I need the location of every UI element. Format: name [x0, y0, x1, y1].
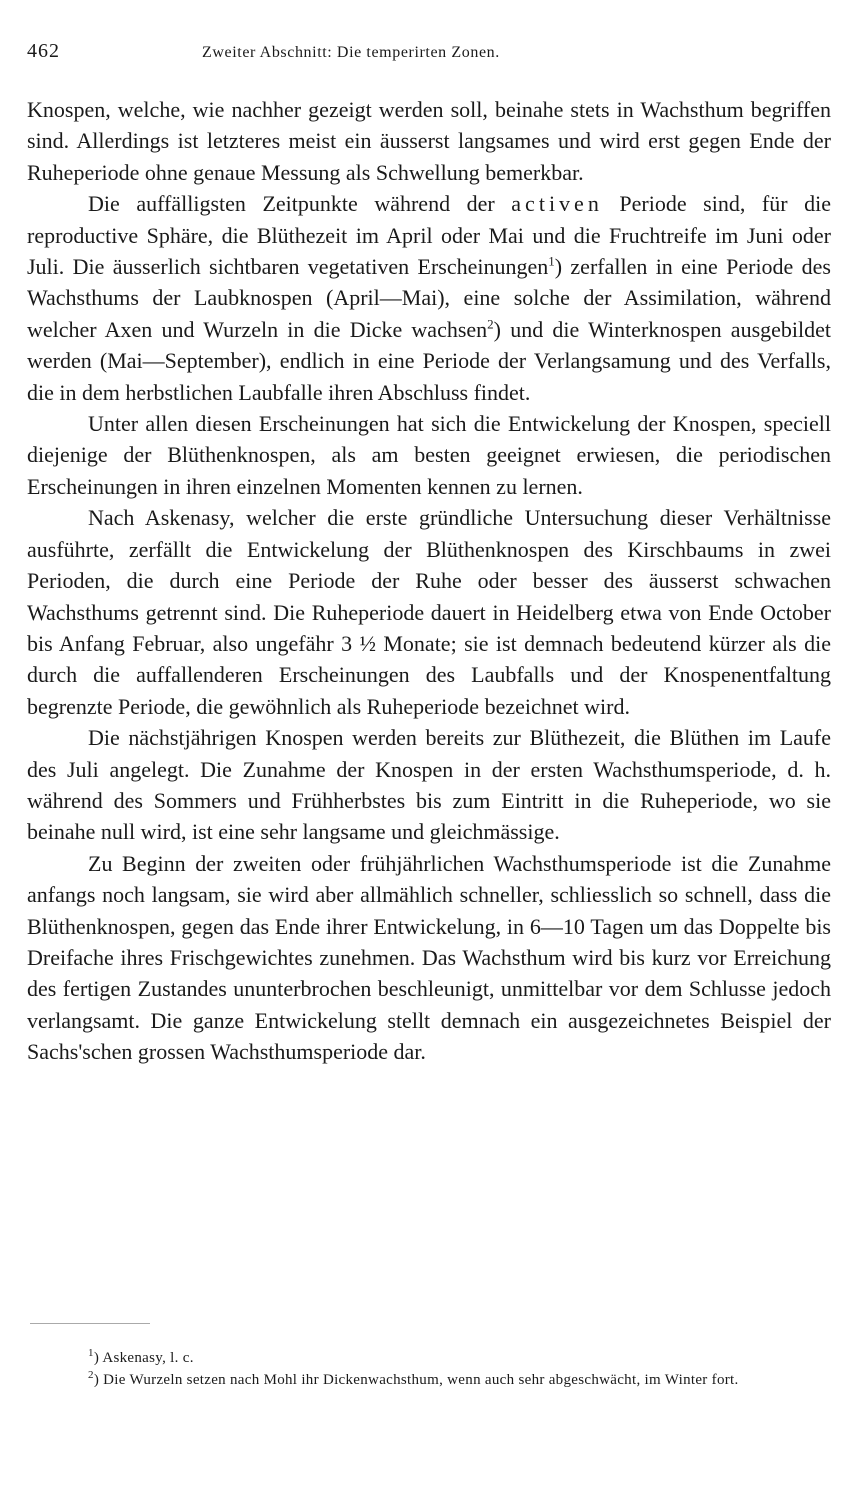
paragraph-2-part-d: ) und die Winterknospen ausgebildet werden (Mai—September), endlich in eine Periode der Verlangsamung und des Verfalls, die in dem herbstlichen Laubfalle ihren Abschluss findet.	[27, 316, 831, 405]
footnote-text-1: ) Askenasy, l. c.	[93, 1350, 194, 1366]
paragraph-2-part-a: Die auffälligsten Zeitpunkte während der	[88, 191, 512, 217]
footnote-text-2: ) Die Wurzeln setzen nach Mohl ihr Dickenwachsthum, wenn auch sehr abgeschwächt, im Winter fort.	[93, 1372, 739, 1388]
footnote-ref-1: 1	[548, 253, 555, 269]
paragraph-5: Die nächstjährigen Knospen werden bereits zur Blüthezeit, die Blüthen im Laufe des Juli angelegt. Die Zunahme der Knospen in der ersten Wachsthumsperiode, d. h. während des Sommers und Frühherbstes bis zum Eintritt in die Ruheperiode, wo sie beinahe null wird, ist eine sehr langsame und gleichmässige.	[27, 725, 831, 845]
paragraph-4: Nach Askenasy, welcher die erste gründliche Untersuchung dieser Verhältnisse ausführte, zerfällt die Entwickelung der Blüthenknospen des Kirschbaums in zwei Perioden, die durch eine Periode der Ruhe oder besser des äusserst schwachen Wachsthums getrennt sind. Die Ruheperiode dauert in Heidelberg etwa von Ende October bis Anfang Februar, also ungefähr 3 ½ Monate; sie ist demnach bedeutend kürzer als die durch die auffallenderen Erscheinungen des Laubfalls und der Knospenentfaltung begrenzte Periode, die gewöhnlich als Ruheperiode bezeichnet wird.	[27, 505, 831, 719]
footnote-ref-2: 2	[487, 316, 494, 332]
paragraph-6: Zu Beginn der zweiten oder frühjährlichen Wachsthumsperiode ist die Zunahme anfangs noch langsam, sie wird aber allmählich schneller, schliesslich so schnell, dass die Blüthenknospen, gegen das Ende ihrer Entwickelung, in 6—10 Tagen um das Doppelte bis Dreifache ihres Frischgewichtes zunehmen. Das Wachsthum wird bis kurz vor Erreichung des fertigen Zustandes ununterbrochen beschleunigt, unmittelbar vor dem Schlusse jedoch verlangsamt. Die ganze Entwickelung stellt demnach ein ausgezeichnetes Beispiel der Sachs'schen grossen Wachsthumsperiode dar.	[27, 850, 831, 1065]
paragraph-2	[27, 188, 831, 408]
footnote-1	[27, 1347, 831, 1369]
page-number: 462	[27, 40, 60, 62]
footnote-mark-1: 1	[88, 1347, 94, 1359]
footnote-divider	[30, 1323, 150, 1324]
footnote-mark-2: 2	[88, 1369, 94, 1381]
paragraph-2-part-c: ) zerfallen in eine Periode des Wachsthums der Laubknospen (April—Mai), eine solche der Assimilation, während welcher Axen und Wurzeln in die Dicke wachsen	[27, 254, 831, 342]
main-text	[27, 94, 831, 1068]
footnote-2	[27, 1369, 831, 1391]
page-header	[27, 40, 823, 70]
paragraph-2-part-b: Periode sind, für die reproductive Sphäre, die Blüthezeit im April oder Mai und die Fruchtreife im Juni oder Juli. Die äusserlich sichtbaren vegetativen Erscheinungen	[27, 191, 831, 280]
paragraph-3: Unter allen diesen Erscheinungen hat sich die Entwickelung der Knospen, speciell diejenige der Blüthenknospen, als am besten geeignet erwiesen, die periodischen Erscheinungen in ihren einzelnen Momenten kennen zu lernen.	[27, 411, 831, 499]
running-head: Zweiter Abschnitt: Die temperirten Zonen.	[202, 44, 500, 61]
footnotes	[27, 1347, 831, 1391]
emphasized-word: activen	[511, 191, 603, 217]
paragraph-1: Knospen, welche, wie nachher gezeigt werden soll, beinahe stets in Wachsthum begriffen sind. Allerdings ist letzteres meist ein äusserst langsames und wird erst gegen Ende der Ruheperiode ohne genaue Messung als Schwellung bemerkbar.	[27, 97, 831, 185]
